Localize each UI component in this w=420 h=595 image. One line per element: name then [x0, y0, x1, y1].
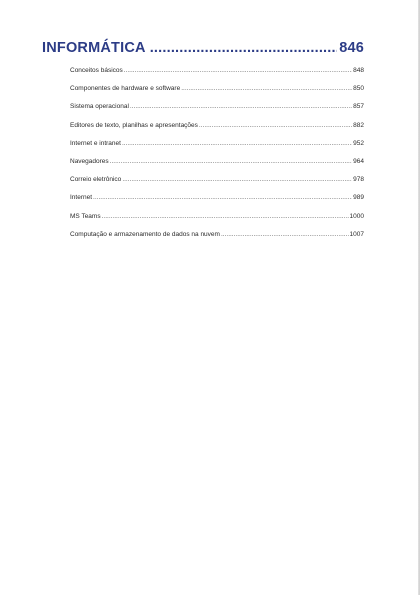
dot-leader	[122, 140, 352, 147]
toc-entry-sistema-operacional[interactable]	[70, 103, 364, 121]
toc-entry-title: Componentes de hardware e software	[70, 85, 181, 93]
toc-entry-title: Internet	[70, 194, 93, 202]
toc-entry-page: 850	[353, 85, 364, 93]
toc-entry-page: 1007	[349, 230, 364, 238]
dot-leader	[221, 231, 349, 238]
toc-entry-page: 964	[353, 157, 364, 165]
toc-entry-correio-eletronico[interactable]	[70, 176, 364, 194]
section-heading[interactable]	[42, 40, 364, 60]
dot-leader	[181, 85, 352, 92]
dot-leader	[110, 158, 352, 165]
toc-entry-title: Conceitos básicos	[70, 67, 123, 74]
dot-leader	[122, 176, 352, 183]
toc-entry-nuvem[interactable]	[70, 231, 364, 249]
toc-entry-title: MS Teams	[70, 212, 101, 220]
dot-leader	[199, 122, 352, 129]
toc-entry-title: Editores de texto, planilhas e apresentações	[70, 121, 198, 129]
toc-entry-title: Correio eletrônico	[70, 176, 122, 184]
dot-leader	[102, 213, 349, 220]
toc-entry-ms-teams[interactable]	[70, 213, 364, 231]
toc-entry-page: 857	[353, 103, 364, 111]
table-of-contents	[42, 40, 364, 249]
toc-entry-title: Internet e intranet	[70, 139, 121, 147]
toc-entry-navegadores[interactable]	[70, 158, 364, 176]
dot-leader	[124, 67, 352, 74]
toc-entry-editores[interactable]	[70, 122, 364, 140]
toc-entry-conceitos-basicos[interactable]	[70, 67, 364, 85]
dot-leader	[93, 194, 352, 201]
toc-entry-title: Computação e armazenamento de dados na nuvem	[70, 230, 220, 238]
toc-entry-hardware-software[interactable]	[70, 85, 364, 103]
toc-entry-page: 1000	[349, 212, 364, 220]
section-title: INFORMÁTICA	[42, 40, 146, 56]
toc-entry-title: Sistema operacional	[70, 103, 129, 111]
toc-entries	[70, 67, 364, 249]
toc-entry-page: 882	[353, 121, 364, 129]
toc-entry-internet-intranet[interactable]	[70, 140, 364, 158]
toc-entry-title: Navegadores	[70, 157, 109, 165]
toc-entry-page: 978	[353, 176, 364, 184]
dot-leader	[130, 103, 352, 110]
section-page-number: 846	[339, 40, 364, 56]
toc-entry-page: 848	[353, 67, 364, 74]
dot-leader	[150, 40, 338, 56]
toc-entry-page: 952	[353, 139, 364, 147]
toc-entry-internet[interactable]	[70, 194, 364, 212]
toc-entry-page: 989	[353, 194, 364, 202]
